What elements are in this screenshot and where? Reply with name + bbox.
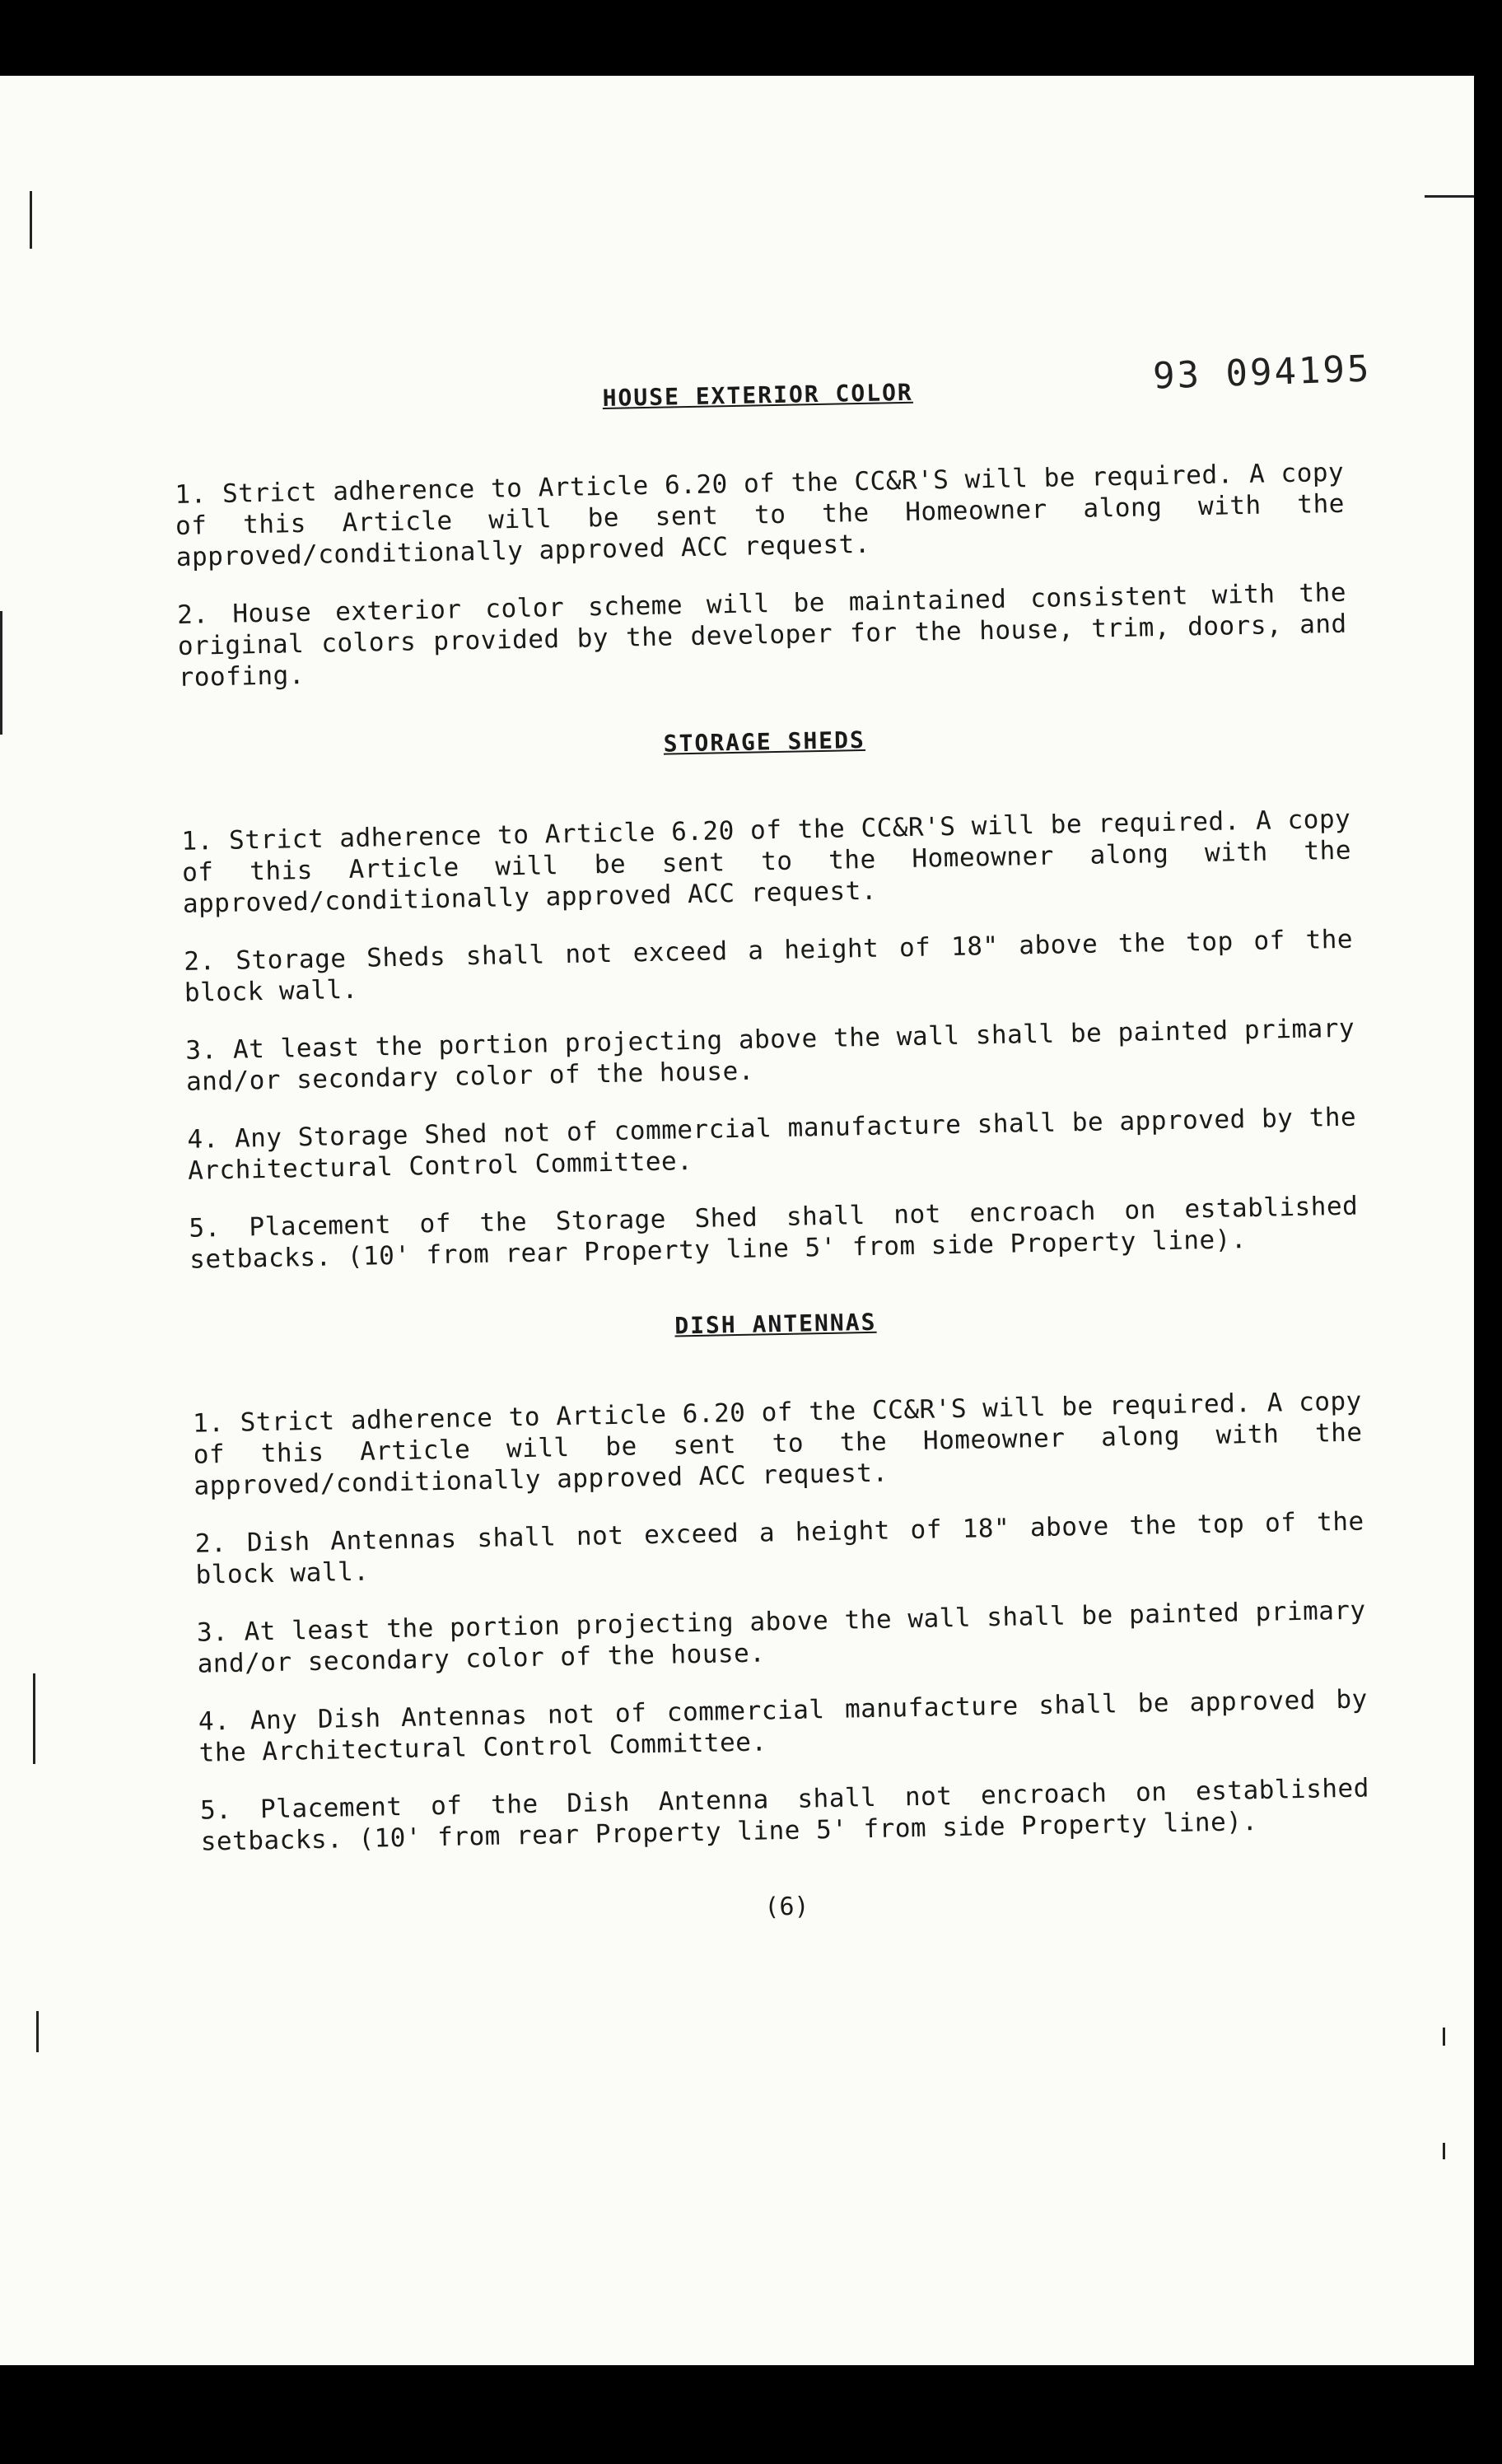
paragraph: 3. At least the portion projecting above the wall shall be painted primary and/or secondary color of the house. xyxy=(196,1595,1366,1679)
scan-artifact xyxy=(1425,195,1474,198)
paragraph: 4. Any Storage Shed not of commercial manufacture shall be approved by the Architectural Control Committee. xyxy=(187,1102,1357,1186)
paragraph: 5. Placement of the Dish Antenna shall not encroach on established setbacks. (10' from rear Property line 5' from side Property line). xyxy=(199,1773,1370,1857)
paragraph: 2. Storage Sheds shall not exceed a height of 18" above the top of the block wall. xyxy=(183,924,1354,1008)
section-dish-antennas xyxy=(191,1300,1370,1858)
paragraph: 1. Strict adherence to Article 6.20 of the CC&R'S will be required. A copy of this Article will be sent to the Homeowner along with the approved/conditionally approved ACC request. xyxy=(181,804,1352,919)
scan-artifact xyxy=(1443,2028,1445,2046)
paragraph: 1. Strict adherence to Article 6.20 of the CC&R'S will be required. A copy of this Article will be sent to the Homeowner along with the approved/conditionally approved ACC request. xyxy=(192,1386,1363,1501)
page-number: (6) xyxy=(764,1892,809,1922)
scan-artifact xyxy=(0,611,2,735)
scan-artifact xyxy=(33,1673,35,1764)
document-number: 93 094195 xyxy=(1152,348,1373,398)
scan-artifact xyxy=(36,2011,39,2052)
paragraph: 3. At least the portion projecting above the wall shall be painted primary and/or secondary color of the house. xyxy=(184,1013,1355,1097)
section-house-exterior-color xyxy=(173,371,1348,693)
paragraph: 2. House exterior color scheme will be maintained consistent with the original colors provided by the developer for the house, trim, doors, and roofing. xyxy=(176,577,1347,693)
scan-artifact xyxy=(30,191,32,249)
scan-border xyxy=(362,2365,1502,2464)
section-heading: HOUSE EXTERIOR COLOR xyxy=(602,378,914,412)
document-body xyxy=(173,371,1372,1933)
document-page xyxy=(0,76,1474,2365)
scan-artifact xyxy=(1443,2143,1445,2159)
section-storage-sheds xyxy=(180,717,1359,1276)
section-heading: DISH ANTENNAS xyxy=(674,1308,877,1340)
paragraph: 5. Placement of the Storage Shed shall not encroach on established setbacks. (10' from rear Property line 5' from side Property line). xyxy=(189,1191,1359,1275)
section-heading: STORAGE SHEDS xyxy=(663,726,866,758)
paragraph: 1. Strict adherence to Article 6.20 of the CC&R'S will be required. A copy of this Article will be sent to the Homeowner along with the approved/conditionally approved ACC request. xyxy=(175,457,1346,572)
paragraph: 4. Any Dish Antennas not of commercial manufacture shall be approved by the Architectural Control Committee. xyxy=(198,1684,1369,1768)
paragraph: 2. Dish Antennas shall not exceed a height of 18" above the top of the block wall. xyxy=(194,1506,1364,1590)
